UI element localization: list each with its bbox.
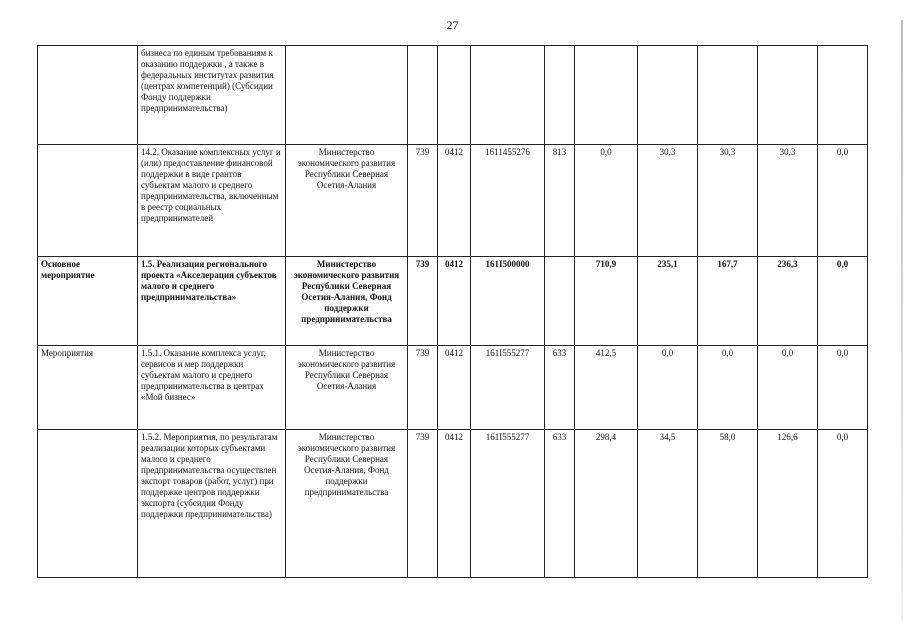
value-cell-1: 0,0 xyxy=(575,145,638,257)
rzpr-cell: 0412 xyxy=(438,430,471,578)
value-cell-2: 0,0 xyxy=(638,346,698,430)
grbs-cell: 739 xyxy=(408,145,438,257)
row-executor-cell: Министерство экономического развития Республики Северная Осетия-Алания xyxy=(286,346,408,430)
row-executor-cell xyxy=(286,46,408,145)
csr-cell: 161I555277 xyxy=(471,430,545,578)
row-name-cell: 1.5.1. Оказание комплекса услуг, сервисов и мер поддержки субъектам малого и среднего предпринимательства в центрах «Мой бизнес» xyxy=(138,346,286,430)
grbs-cell: 739 xyxy=(408,346,438,430)
csr-cell xyxy=(471,46,545,145)
row-name-cell: 14.2. Оказание комплексных услуг и (или) предоставление финансовой поддержки в виде грантов субъектам малого и среднего предпринимательства, включенным в реестр социальных предпринимателей xyxy=(138,145,286,257)
row-name-cell: 1.5. Реализация регионального проекта «Акселерация субъектов малого и среднего предпринимательства» xyxy=(138,257,286,346)
value-cell-3 xyxy=(698,46,758,145)
value-cell-5: 0,0 xyxy=(818,346,868,430)
table-body xyxy=(38,46,868,578)
vr-cell: 813 xyxy=(545,145,575,257)
value-cell-4: 0,0 xyxy=(758,346,818,430)
vr-cell: 633 xyxy=(545,346,575,430)
vr-cell xyxy=(545,46,575,145)
scan-edge-mark xyxy=(901,20,903,620)
table-row xyxy=(38,430,868,578)
value-cell-2: 30,3 xyxy=(638,145,698,257)
row-executor-cell: Министерство экономического развития Республики Северная Осетия-Алания xyxy=(286,145,408,257)
row-type-cell xyxy=(38,46,138,145)
value-cell-5: 0,0 xyxy=(818,257,868,346)
csr-cell: 161I500000 xyxy=(471,257,545,346)
value-cell-4: 236,3 xyxy=(758,257,818,346)
value-cell-2: 34,5 xyxy=(638,430,698,578)
value-cell-5: 0,0 xyxy=(818,145,868,257)
value-cell-3: 167,7 xyxy=(698,257,758,346)
rzpr-cell: 0412 xyxy=(438,257,471,346)
table-row xyxy=(38,145,868,257)
value-cell-2 xyxy=(638,46,698,145)
value-cell-4: 126,6 xyxy=(758,430,818,578)
rzpr-cell: 0412 xyxy=(438,145,471,257)
value-cell-4 xyxy=(758,46,818,145)
row-type-cell xyxy=(38,430,138,578)
grbs-cell xyxy=(408,46,438,145)
value-cell-1: 298,4 xyxy=(575,430,638,578)
value-cell-1: 412,5 xyxy=(575,346,638,430)
value-cell-5: 0,0 xyxy=(818,430,868,578)
row-executor-cell: Министерство экономического развития Республики Северная Осетия-Алания, Фонд поддержки предпринимательства xyxy=(286,257,408,346)
row-type-cell xyxy=(38,145,138,257)
value-cell-5 xyxy=(818,46,868,145)
row-name-cell: бизнеса по единым требованиям к оказанию поддержки , а также в федеральных институтах развития (центрах компетенций) (Субсидии Фонду поддержки предпринимательства) xyxy=(138,46,286,145)
row-name-cell: 1.5.2. Мероприятия, по результатам реализации которых субъектами малого и среднего предпринимательства осуществлен экспорт товаров (работ, услуг) при поддержке центров поддержки экспорта (субсидии Фонду поддержки предпринимательства) xyxy=(138,430,286,578)
rzpr-cell xyxy=(438,46,471,145)
value-cell-3: 0,0 xyxy=(698,346,758,430)
grbs-cell: 739 xyxy=(408,430,438,578)
value-cell-1: 710,9 xyxy=(575,257,638,346)
vr-cell: 633 xyxy=(545,430,575,578)
value-cell-3: 30,3 xyxy=(698,145,758,257)
rzpr-cell: 0412 xyxy=(438,346,471,430)
grbs-cell: 739 xyxy=(408,257,438,346)
value-cell-2: 235,1 xyxy=(638,257,698,346)
value-cell-4: 30,3 xyxy=(758,145,818,257)
csr-cell: 1611455276 xyxy=(471,145,545,257)
page-number: 27 xyxy=(446,18,459,32)
table-row xyxy=(38,346,868,430)
table-row xyxy=(38,46,868,145)
vr-cell xyxy=(545,257,575,346)
row-type-cell: Мероприятия xyxy=(38,346,138,430)
value-cell-3: 58,0 xyxy=(698,430,758,578)
row-type-cell: Основное мероприятие xyxy=(38,257,138,346)
csr-cell: 161I555277 xyxy=(471,346,545,430)
value-cell-1 xyxy=(575,46,638,145)
table-row xyxy=(38,257,868,346)
row-executor-cell: Министерство экономического развития Республики Северная Осетия-Алания, Фонд поддержки предпринимательства xyxy=(286,430,408,578)
program-table xyxy=(37,45,868,578)
